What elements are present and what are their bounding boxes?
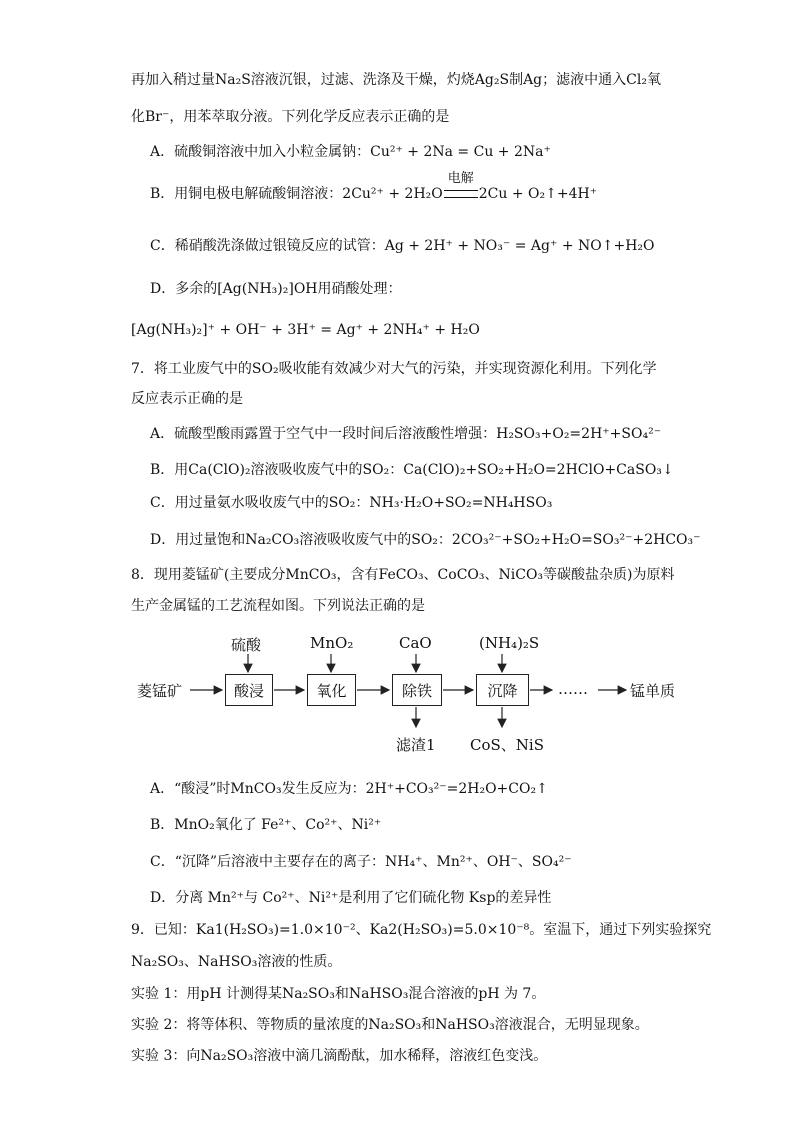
intro-line-1: 再加入稍过量Na₂S溶液沉银，过滤、洗涤及干燥，灼烧Ag₂S制Ag；滤液中通入Cl₂氧 xyxy=(131,72,661,88)
flow-start-label: 菱锰矿 xyxy=(137,682,183,700)
flow-step-acid-leach: 酸浸 xyxy=(225,674,273,706)
flow-step-iron-removal: 除铁 xyxy=(392,674,442,706)
q9-experiment-3: 实验 3：向Na₂SO₃溶液中滴几滴酚酞，加水稀释，溶液红色变浅。 xyxy=(131,1048,548,1064)
q6-option-d: D．多余的[Ag(NH₃)₂]OH用硝酸处理： xyxy=(150,281,402,297)
q8-stem-line-2: 生产金属锰的工艺流程如图。下列说法正确的是 xyxy=(131,598,425,614)
q8-option-c: C．“沉降”后溶液中主要存在的离子：NH₄⁺、Mn²⁺、OH⁻、SO₄²⁻ xyxy=(150,854,572,870)
q8-stem-line-1: 8．现用菱锰矿(主要成分MnCO₃，含有FeCO₃、CoCO₃、NiCO₃等碳酸盐杂质)为原料 xyxy=(131,567,675,583)
reagent-sulfuric-acid: 硫酸 xyxy=(231,636,262,654)
intro-line-2: 化Br⁻，用苯萃取分液。下列化学反应表示正确的是 xyxy=(131,109,450,125)
q8-option-d: D．分离 Mn²⁺与 Co²⁺、Ni²⁺是利用了它们硫化物 Ksp的差异性 xyxy=(150,890,552,906)
q7-option-d: D．用过量饱和Na₂CO₃溶液吸收废气中的SO₂：2CO₃²⁻+SO₂+H₂O=SO₃²⁻+2HCO₃⁻ xyxy=(150,532,701,548)
q7-option-a: A．硫酸型酸雨露置于空气中一段时间后溶液酸性增强：H₂SO₃+O₂=2H⁺+SO₄²⁻ xyxy=(150,426,662,442)
flow-ellipsis: …… xyxy=(558,680,588,698)
q8-option-a: A．“酸浸”时MnCO₃发生反应为：2H⁺+CO₃²⁻=2H₂O+CO₂↑ xyxy=(150,781,548,797)
q8-option-b: B．MnO₂氧化了 Fe²⁺、Co²⁺、Ni²⁺ xyxy=(150,817,382,833)
flow-step-oxidation: 氧化 xyxy=(307,674,356,706)
q6-option-b-left: B．用铜电极电解硫酸铜溶液：2Cu²⁺ + 2H₂O xyxy=(150,186,443,202)
q7-stem-line-1: 7．将工业废气中的SO₂吸收能有效减少对大气的污染，并实现资源化利用。下列化学 xyxy=(131,361,657,377)
q6-option-a: A．硫酸铜溶液中加入小粒金属钠：Cu²⁺ + 2Na = Cu + 2Na⁺ xyxy=(150,144,551,160)
q7-option-b: B．用Ca(ClO)₂溶液吸收废气中的SO₂：Ca(ClO)₂+SO₂+H₂O=2HClO+CaSO₃↓ xyxy=(150,462,674,478)
flow-step-precipitation: 沉降 xyxy=(476,674,529,706)
q6-option-c: C．稀硝酸洗涤做过银镜反应的试管：Ag + 2H⁺ + NO₃⁻ = Ag⁺ + NO↑+H₂O xyxy=(150,238,655,254)
q6-option-d-equation: [Ag(NH₃)₂]⁺ + OH⁻ + 3H⁺ = Ag⁺ + 2NH₄⁺ + H₂O xyxy=(131,322,480,338)
q6-option-b-right: 2Cu + O₂↑+4H⁺ xyxy=(478,186,598,202)
flow-end-label: 锰单质 xyxy=(630,682,676,700)
reagent-cao: CaO xyxy=(399,634,432,652)
reagent-mno2: MnO₂ xyxy=(310,634,354,652)
electrolysis-label: 电解 xyxy=(447,171,474,186)
q7-stem-line-2: 反应表示正确的是 xyxy=(131,391,243,407)
output-cos-nis: CoS、NiS xyxy=(470,736,544,754)
output-residue-1: 滤渣1 xyxy=(396,736,436,754)
reagent-ammonium-sulfide: (NH₄)₂S xyxy=(479,634,540,652)
q9-experiment-2: 实验 2：将等体积、等物质的量浓度的Na₂SO₃和NaHSO₃溶液混合，无明显现象。 xyxy=(131,1017,649,1033)
q9-stem-line-2: Na₂SO₃、NaHSO₃溶液的性质。 xyxy=(131,954,342,970)
q7-option-c: C．用过量氨水吸收废气中的SO₂：NH₃·H₂O+SO₂=NH₄HSO₃ xyxy=(150,495,553,511)
q9-stem-line-1: 9．已知：Ka1(H₂SO₃)=1.0×10⁻²、Ka2(H₂SO₃)=5.0×10⁻⁸。室温下，通过下列实验探究 xyxy=(131,922,712,938)
q9-experiment-1: 实验 1：用pH 计测得某Na₂SO₃和NaHSO₃混合溶液的pH 为 7。 xyxy=(131,986,546,1002)
